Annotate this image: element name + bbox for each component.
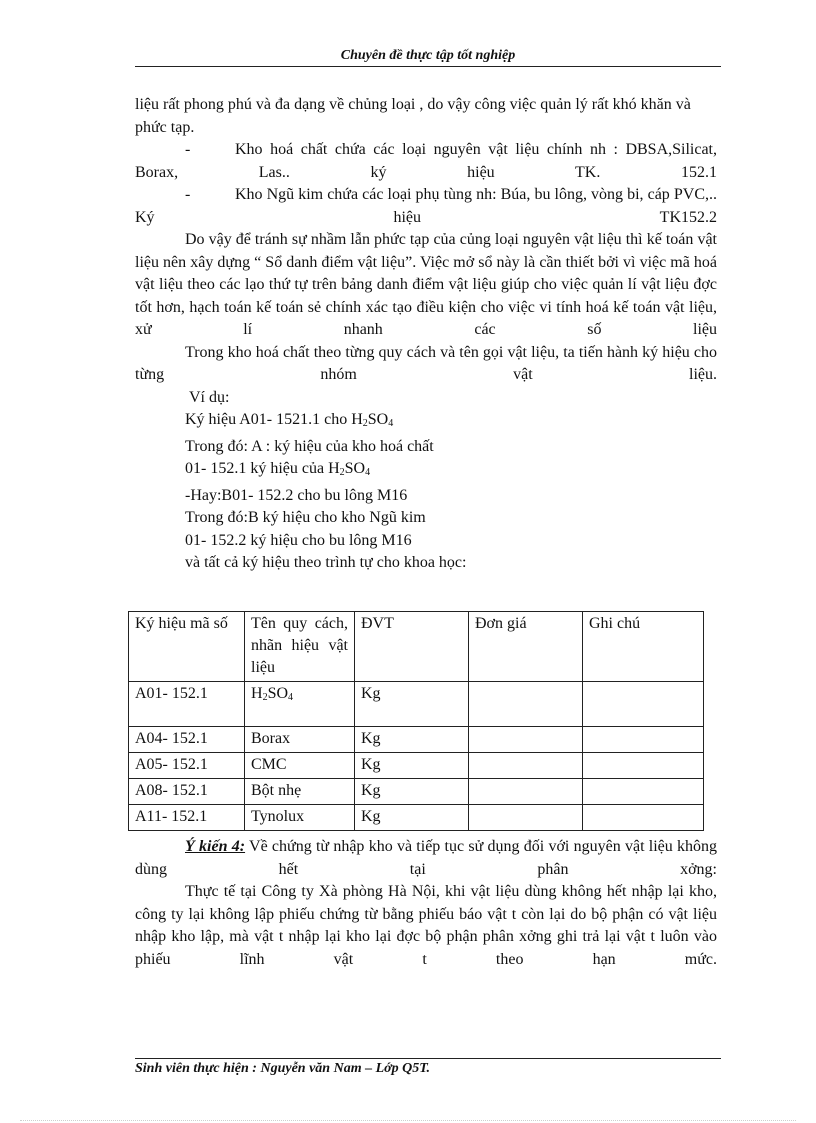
main-content — [135, 94, 717, 575]
table-cell-code: A08- 152.1 — [129, 779, 245, 805]
table-cell-name: Borax — [245, 727, 355, 753]
table-cell-name: Tynolux — [245, 805, 355, 831]
table-cell-name: Bột nhẹ — [245, 779, 355, 805]
bullet-mark: - — [185, 141, 191, 158]
header-rule — [135, 66, 721, 67]
subscript: 2 — [339, 467, 345, 478]
table-cell-unit: Kg — [355, 753, 469, 779]
table-cell-price — [469, 805, 583, 831]
example-text: 01- 152.1 ký hiệu của H — [185, 460, 340, 477]
table-cell-note — [583, 753, 704, 779]
table-header-cell: Ghi chú — [583, 612, 704, 682]
page-footer-text: Sinh viên thực hiện : Nguyễn văn Nam – Lớp Q5T. — [135, 1061, 431, 1076]
table-cell-note — [583, 805, 704, 831]
name-text: H — [251, 685, 263, 702]
table-cell-price — [469, 753, 583, 779]
table-cell-name — [245, 682, 355, 727]
table-cell-unit: Kg — [355, 805, 469, 831]
paragraph: Thực tế tại Công ty Xà phòng Hà Nội, khi vật liệu dùng không hết nhập lại kho, công ty lại không lập phiếu chứng từ bằng phiếu báo vật t còn lại do bộ phận có vật liệu nhập kho lập, mà vật t nhập lại kho lại đợc bộ phận phân xởng ghi trả lại vật t luôn vào phiếu lĩnh vật t theo hạn mức. — [135, 883, 717, 968]
table-cell-note — [583, 682, 704, 727]
table-row — [129, 779, 704, 805]
table-cell-code: A01- 152.1 — [129, 682, 245, 727]
bullet-item — [135, 184, 717, 229]
example-line: Trong đó:B ký hiệu cho kho Ngũ kim — [185, 509, 426, 526]
table-cell-unit: Kg — [355, 779, 469, 805]
bullet-text: Kho hoá chất chứa các loại nguyên vật liệu chính nh : DBSA,Silicat, Borax, Las.. ký hiệu TK. 152.1 — [135, 141, 717, 181]
table-cell-price — [469, 727, 583, 753]
table-cell-code: A04- 152.1 — [129, 727, 245, 753]
name-text: SO — [267, 685, 289, 702]
table-header-cell: Đơn giá — [469, 612, 583, 682]
example-line — [135, 409, 717, 436]
example-line — [135, 458, 717, 485]
paragraph: Do vậy để tránh sự nhầm lẫn phức tạp của củng loại nguyên vật liệu thì kế toán vật liệu nên xây dựng “ Sổ danh điểm vật liệu”. Việc mở sổ này là cần thiết bởi vì việc mã hoá vật liệu theo các lạo thứ tự trên bảng danh điểm vật liệu giúp cho việc quản lí vật liệu đợc tốt hơn, hạch toán kế toán sẻ chính xác tạo điều kiện cho việc vi tính hoá kế toán vật liệu, xử lí nhanh các số liệu — [135, 231, 717, 338]
bullet-text: Kho Ngũ kim chứa các loại phụ tùng nh: Búa, bu lông, vòng bi, cáp PVC,.. Ký hiệu TK152.2 — [135, 186, 717, 226]
table-cell-code: A05- 152.1 — [129, 753, 245, 779]
bullet-mark: - — [185, 186, 191, 203]
subscript: 2 — [262, 692, 268, 703]
table-cell-unit: Kg — [355, 682, 469, 727]
opinion-heading — [135, 836, 717, 881]
footer-rule — [135, 1058, 721, 1059]
table-cell-note — [583, 779, 704, 805]
bullet-item — [135, 139, 717, 184]
subscript: 2 — [362, 418, 368, 429]
example-line: 01- 152.2 ký hiệu cho bu lông M16 — [185, 531, 412, 549]
example-line: Trong đó: A : ký hiệu của kho hoá chất — [185, 437, 434, 455]
table-cell-code: A11- 152.1 — [129, 805, 245, 831]
table-cell-unit: Kg — [355, 727, 469, 753]
opinion-label: Ý kiến 4: — [185, 838, 246, 855]
table-header-cell: Ký hiệu mã số — [129, 612, 245, 682]
table-row — [129, 727, 704, 753]
table-row — [129, 753, 704, 779]
table-header-cell: Tên quy cách, nhãn hiệu vật liệu — [245, 612, 355, 682]
example-line: -Hay:B01- 152.2 cho bu lông M16 — [185, 486, 408, 504]
table-header-cell: ĐVT — [355, 612, 469, 682]
example-text: SO — [344, 460, 366, 477]
example-text: SO — [367, 411, 389, 428]
subscript: 4 — [388, 418, 394, 429]
material-code-table — [128, 611, 704, 831]
table-cell-note — [583, 727, 704, 753]
subscript: 4 — [365, 467, 371, 478]
example-line: và tất cả ký hiệu theo trình tự cho khoa học: — [185, 554, 467, 571]
opinion-text: Về chứng từ nhập kho và tiếp tục sử dụng đối với nguyên vật liệu không dùng hết tại phân xởng: — [135, 838, 718, 878]
table-cell-price — [469, 779, 583, 805]
table-header-row — [129, 612, 704, 682]
table-cell-name: CMC — [245, 753, 355, 779]
subscript: 4 — [288, 692, 294, 703]
table-row — [129, 682, 704, 727]
example-label: Ví dụ: — [189, 388, 230, 406]
page-header-title: Chuyên đề thực tập tốt nghiệp — [340, 48, 516, 63]
paragraph: Trong kho hoá chất theo từng quy cách và tên gọi vật liệu, ta tiến hành ký hiệu cho từng nhóm vật liệu. — [135, 343, 717, 383]
opinion-section — [135, 836, 717, 971]
page-edge-line — [20, 1120, 796, 1121]
table-row — [129, 805, 704, 831]
table-cell-price — [469, 682, 583, 727]
example-text: Ký hiệu A01- 1521.1 cho H — [185, 411, 363, 428]
paragraph: liệu rất phong phú và đa dạng về chủng loại , do vậy công việc quản lý rất khó khăn và phức tạp. — [135, 96, 691, 136]
